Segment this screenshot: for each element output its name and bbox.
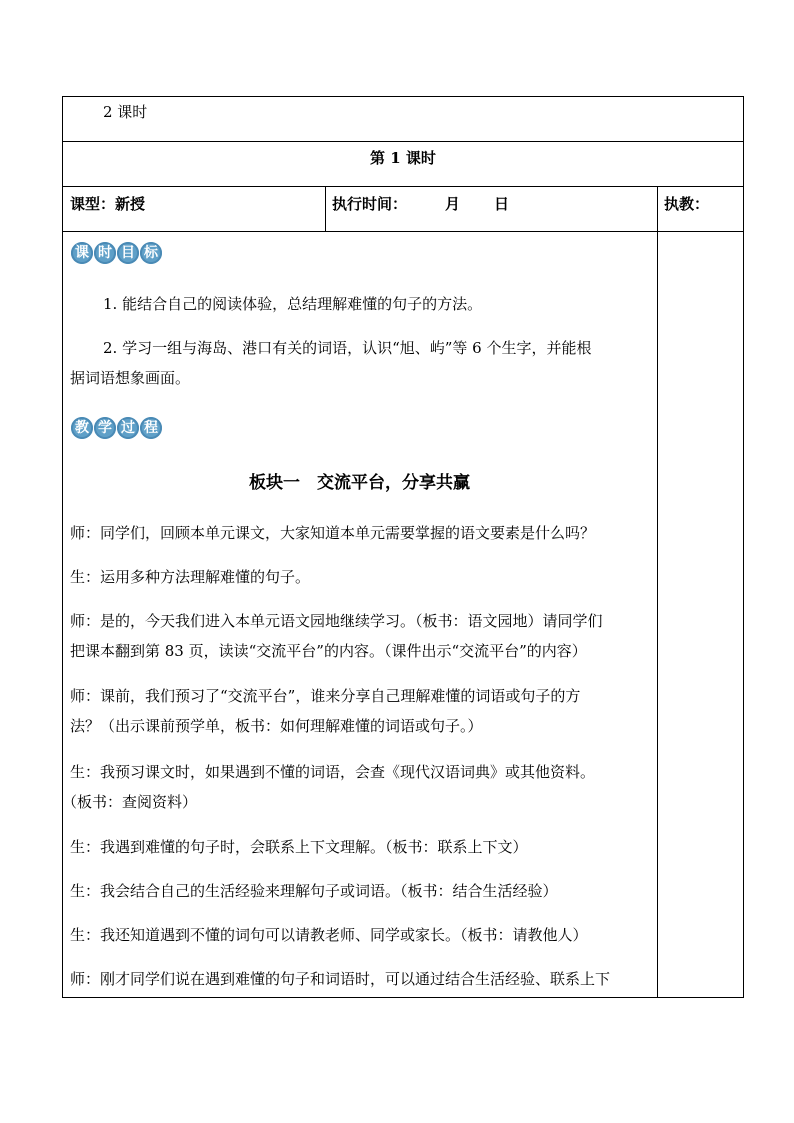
dialogue-line: 师：刚才同学们说在遇到难懂的句子和词语时，可以通过结合生活经验、联系上下	[70, 970, 611, 988]
objective-item: 1. 能结合自己的阅读体验，总结理解难懂的句子的方法。	[103, 295, 483, 313]
section-title: 板块一 交流平台，分享共赢	[249, 473, 470, 493]
lesson-type: 课型：新授	[70, 195, 146, 213]
day-label: 日	[494, 195, 510, 213]
badge-char: 标	[140, 242, 162, 264]
badge-char: 程	[140, 417, 162, 439]
row-divider	[62, 141, 744, 142]
dialogue-line: 法？（出示课前预学单，板书：如何理解难懂的词语或句子。）	[70, 717, 483, 735]
dialogue-line: 师：是的，今天我们进入本单元语文园地继续学习。（板书：语文园地）请同学们	[70, 612, 603, 630]
badge-char: 课	[71, 242, 93, 264]
objective-item-continued: 据词语想象画面。	[70, 369, 191, 387]
badge-char: 时	[94, 242, 116, 264]
badge-char: 目	[117, 242, 139, 264]
dialogue-line: 生：我预习课文时，如果遇到不懂的词语，会查《现代汉语词典》或其他资料。	[70, 763, 596, 781]
column-divider	[657, 186, 658, 998]
lesson-title: 第 1 课时	[370, 149, 436, 167]
dialogue-line: （板书：查阅资料）	[62, 793, 198, 811]
dialogue-line: 生：我会结合自己的生活经验来理解句子或词语。（板书：结合生活经验）	[70, 882, 558, 900]
dialogue-line: 生：运用多种方法理解难懂的句子。	[70, 568, 311, 586]
dialogue-line: 生：我遇到难懂的句子时，会联系上下文理解。（板书：联系上下文）	[70, 838, 528, 856]
dialogue-line: 生：我还知道遇到不懂的词句可以请教老师、同学或家长。（板书：请教他人）	[70, 926, 588, 944]
column-divider	[325, 186, 326, 231]
badge-char: 教	[71, 417, 93, 439]
teacher-label: 执教：	[664, 195, 710, 213]
dialogue-line: 师：课前，我们预习了“交流平台”，谁来分享自己理解难懂的词语或句子的方	[70, 687, 581, 705]
duration-text: 2 课时	[103, 103, 148, 121]
row-divider	[62, 186, 744, 187]
month-label: 月	[445, 195, 461, 213]
dialogue-line: 师：同学们，回顾本单元课文，大家知道本单元需要掌握的语文要素是什么吗？	[70, 524, 596, 542]
objectives-badge	[71, 242, 162, 264]
schedule-label: 执行时间：	[332, 195, 408, 213]
process-badge	[71, 417, 162, 439]
badge-char: 过	[117, 417, 139, 439]
row-divider	[62, 231, 744, 232]
badge-char: 学	[94, 417, 116, 439]
objective-item: 2. 学习一组与海岛、港口有关的词语，认识“旭、屿”等 6 个生字，并能根	[103, 339, 592, 357]
dialogue-line: 把课本翻到第 83 页，读读“交流平台”的内容。（课件出示“交流平台”的内容）	[70, 642, 587, 660]
